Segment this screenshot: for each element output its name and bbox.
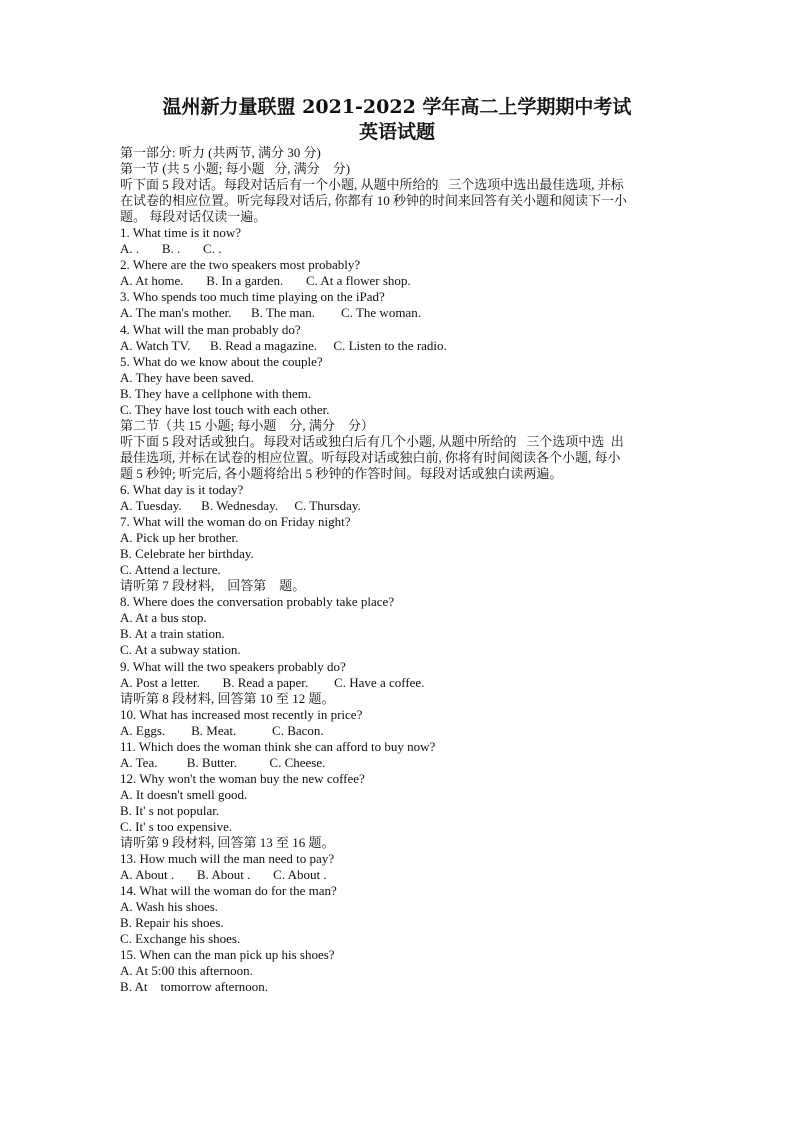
text-line: 4. What will the man probably do?: [120, 321, 301, 337]
text-line: 2. Where are the two speakers most probably?: [120, 257, 361, 273]
text-line: 第一节 (共 5 小题; 每小题 分, 满分 分): [120, 161, 351, 177]
text-line: A. . B. . C. .: [120, 241, 222, 257]
text-line: 9. What will the two speakers probably do?: [120, 658, 346, 674]
text-line: 15. When can the man pick up his shoes?: [120, 947, 335, 963]
text-line: 请听第 8 段材料, 回答第 10 至 12 题。: [120, 690, 335, 706]
text-line: 8. Where does the conversation probably take place?: [120, 594, 395, 610]
text-line: A. At a bus stop.: [120, 610, 207, 626]
exam-body: [120, 145, 680, 995]
text-line: A. Watch TV. B. Read a magazine. C. Listen to the radio.: [120, 337, 447, 353]
text-line: 题 5 秒钟; 听完后, 各小题将给出 5 秒钟的作答时间。每段对话或独白读两遍。: [120, 465, 563, 481]
text-line: B. At tomorrow afternoon.: [120, 979, 269, 995]
text-line: C. At a subway station.: [120, 642, 241, 658]
text-line: C. Attend a lecture.: [120, 562, 221, 578]
text-line: C. It' s too expensive.: [120, 818, 233, 834]
text-line: 6. What day is it today?: [120, 481, 244, 497]
text-line: A. Eggs. B. Meat. C. Bacon.: [120, 722, 324, 738]
text-line: C. They have lost touch with each other.: [120, 401, 330, 417]
text-line: A. Tuesday. B. Wednesday. C. Thursday.: [120, 498, 361, 514]
text-line: A. It doesn't smell good.: [120, 786, 248, 802]
text-line: B. At a train station.: [120, 626, 225, 642]
text-line: B. They have a cellphone with them.: [120, 385, 312, 401]
text-line: 在试卷的相应位置。听完每段对话后, 你都有 10 秒钟的时间来回答有关小题和阅读下一小: [120, 193, 628, 209]
text-line: 1. What time is it now?: [120, 225, 242, 241]
text-line: A. At 5:00 this afternoon.: [120, 963, 253, 979]
text-line: 13. How much will the man need to pay?: [120, 851, 335, 867]
text-line: 最佳选项, 并标在试卷的相应位置。听每段对话或独白前, 你将有时间阅读各个小题, 每小: [120, 449, 621, 465]
text-line: A. Wash his shoes.: [120, 899, 219, 915]
text-line: 题。 每段对话仅读一遍。: [120, 209, 267, 225]
text-line: 3. Who spends too much time playing on the iPad?: [120, 289, 385, 305]
text-line: 10. What has increased most recently in price?: [120, 706, 363, 722]
text-line: A. They have been saved.: [120, 369, 255, 385]
text-line: 14. What will the woman do for the man?: [120, 883, 337, 899]
text-line: 听下面 5 段对话或独白。每段对话或独白后有几个小题, 从题中所给的 三个选项中选 出: [120, 433, 624, 449]
text-line: 11. Which does the woman think she can afford to buy now?: [120, 738, 436, 754]
text-line: B. Repair his shoes.: [120, 915, 224, 931]
exam-subtitle: 英语试题: [358, 121, 435, 143]
text-line: A. Tea. B. Butter. C. Cheese.: [120, 754, 326, 770]
text-line: B. Celebrate her birthday.: [120, 546, 254, 562]
text-line: 请听第 7 段材料, 回答第 题。: [120, 578, 306, 594]
text-line: A. Post a letter. B. Read a paper. C. Have a coffee.: [120, 674, 425, 690]
text-line: 7. What will the woman do on Friday night?: [120, 514, 351, 530]
text-line: 请听第 9 段材料, 回答第 13 至 16 题。: [120, 835, 335, 851]
text-line: A. The man's mother. B. The man. C. The woman.: [120, 305, 421, 321]
text-line: A. At home. B. In a garden. C. At a flower shop.: [120, 273, 411, 289]
text-line: 5. What do we know about the couple?: [120, 353, 323, 369]
text-line: 第二节（共 15 小题; 每小题 分, 满分 分）: [120, 417, 374, 433]
text-line: B. It' s not popular.: [120, 802, 220, 818]
text-line: 12. Why won't the woman buy the new coffee?: [120, 770, 365, 786]
text-line: 听下面 5 段对话。每段对话后有一个小题, 从题中所给的 三个选项中选出最佳选项, 并标: [120, 177, 624, 193]
text-line: A. About . B. About . C. About .: [120, 867, 327, 883]
text-line: A. Pick up her brother.: [120, 530, 239, 546]
text-line: C. Exchange his shoes.: [120, 931, 241, 947]
exam-title: 温州新力量联盟 2021-2022 学年高二上学期期中考试: [162, 96, 632, 118]
text-line: 第一部分: 听力 (共两节, 满分 30 分): [120, 145, 321, 160]
